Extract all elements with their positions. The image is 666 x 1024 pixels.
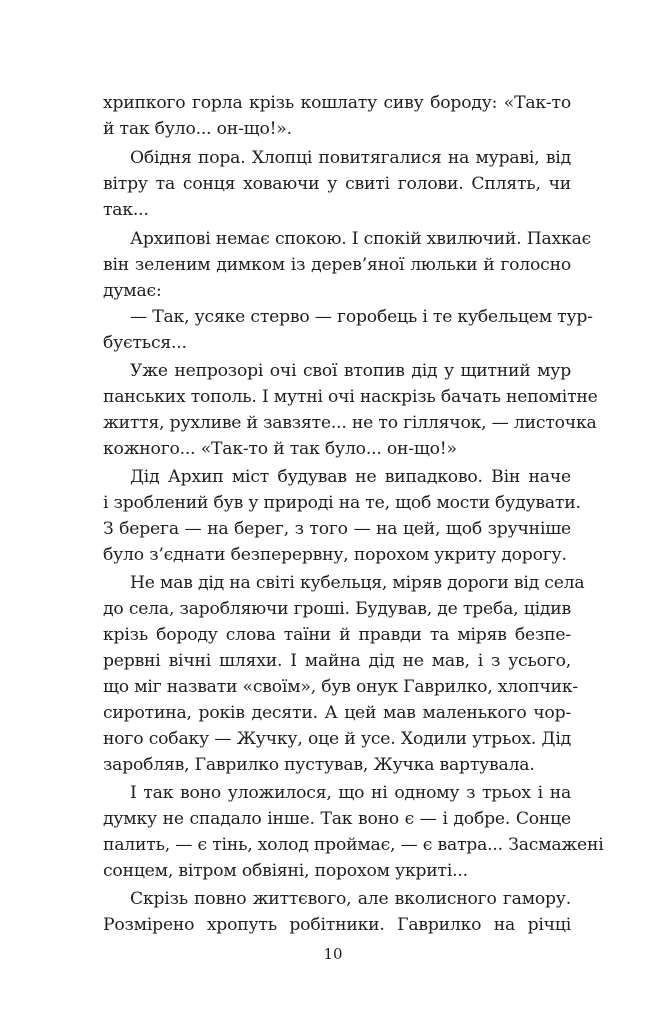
text-line: сиротина, років десяти. А цей мав маленького чор- — [103, 703, 571, 723]
text-line: життя, рухливе й завзяте... не то гіллячок, — листочка — [103, 413, 597, 433]
text-line: що міг назвати «своїм», був онук Гаврилко, хлопчик- — [103, 677, 579, 697]
text-line: й так було... он-що!». — [103, 119, 292, 139]
text-line: думку не спадало інше. Так воно є — і добре. Сонце — [103, 809, 571, 829]
text-line: Не мав дід на світі кубельця, міряв дороги від села — [130, 573, 585, 593]
text-line: заробляв, Гаврилко пустував, Жучка вартувала. — [103, 755, 535, 775]
text-line: З берега — на берег, з того — на цей, щоб зручніше — [103, 519, 571, 539]
text-line: Дід Архип міст будував не випадково. Він наче — [130, 467, 571, 487]
text-line: палить, — є тінь, холод проймає, — є ватра... Засмажені — [103, 835, 604, 855]
text-line: було з’єднати безперервну, порохом укриту дорогу. — [103, 545, 567, 565]
text-line: він зеленим димком із дерев’яної люльки й голосно — [103, 255, 571, 275]
text-line: і зроблений був у природі на те, щоб мости будувати. — [103, 493, 581, 513]
text-line: Розмірено хропуть робітники. Гаврилко на річці — [103, 915, 571, 935]
text-line: Скрізь повно життєвого, але вколисного гамору. — [130, 889, 571, 909]
text-line: кожного... «Так-то й так було... он-що!» — [103, 439, 457, 459]
text-line: Уже непрозорі очі свої втопив дід у щитний мур — [130, 361, 571, 381]
text-line: сонцем, вітром обвіяні, порохом укриті... — [103, 861, 468, 881]
text-line: ного собаку — Жучку, оце й усе. Ходили утрьох. Дід — [103, 729, 571, 749]
page-number: 10 — [323, 945, 343, 963]
text-line: так... — [103, 200, 149, 220]
text-line: Обідня пора. Хлопці повитягалися на мураві, від — [130, 148, 571, 168]
text-line: І так воно уложилося, що ні одному з трьох і на — [130, 783, 571, 803]
text-line: панських тополь. І мутні очі наскрізь бачать непомітне — [103, 387, 598, 407]
text-line: Архипові немає спокою. І спокій хвилючий. Пахкає — [130, 229, 592, 249]
text-line: думає: — [103, 281, 162, 301]
text-line: хрипкого горла крізь кошлату сиву бороду: «Так-то — [103, 93, 571, 113]
text-line: — Так, усяке стерво — горобець і те кубельцем тур- — [130, 307, 593, 327]
text-line: до села, заробляючи гроші. Будував, де треба, цідив — [103, 599, 571, 619]
text-line: крізь бороду слова таїни й правди та міряв безпе- — [103, 625, 571, 645]
text-line: бується... — [103, 333, 187, 353]
text-line: рервні вічні шляхи. І майна дід не мав, і з усього, — [103, 651, 571, 671]
text-line: вітру та сонця ховаючи у свиті голови. Сплять, чи — [103, 174, 571, 194]
